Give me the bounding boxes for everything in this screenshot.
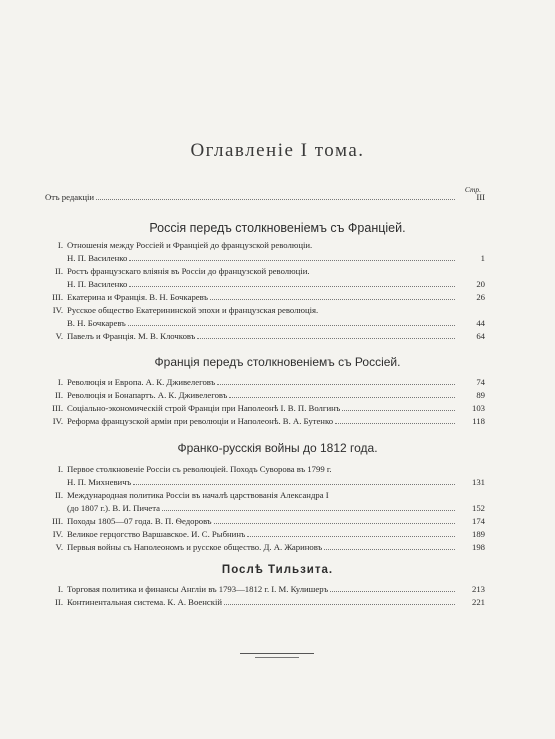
end-divider [240, 653, 314, 654]
toc-page-number: 1 [480, 253, 485, 263]
toc-entry-number: V. [55, 331, 63, 341]
toc-entry-title: Отъ редакціи [45, 192, 95, 202]
toc-page-number: 174 [471, 516, 485, 526]
toc-entry-author: В. Н. Бочкаревъ [67, 318, 126, 328]
leader-dots [229, 397, 455, 398]
leader-dots [197, 338, 455, 339]
toc-entry-number: II. [55, 390, 63, 400]
toc-entry-intro[interactable] [45, 192, 485, 203]
toc-page-number: 44 [476, 318, 485, 328]
toc-entry-number: II. [55, 266, 63, 276]
toc-entry-number: II. [55, 597, 63, 607]
toc-entry-number: IV. [52, 305, 63, 315]
toc-entry-number: II. [55, 490, 63, 500]
end-divider-short [255, 657, 299, 658]
toc-entry-title: Походы 1805—07 года. В. П. Ѳедоровъ [67, 516, 212, 526]
toc-entry[interactable] [45, 292, 485, 303]
toc-entry-continuation[interactable] [67, 253, 485, 264]
toc-entry[interactable] [45, 390, 485, 401]
page-column-label: Стр. [464, 185, 481, 194]
leader-dots [96, 199, 455, 200]
toc-entry-continuation[interactable] [67, 503, 485, 514]
toc-entry-number: III. [52, 516, 63, 526]
toc-page-number: 26 [476, 292, 485, 302]
leader-dots [128, 325, 455, 326]
toc-entry[interactable] [45, 377, 485, 388]
toc-entry-number: IV. [52, 416, 63, 426]
leader-dots [324, 549, 455, 550]
toc-page-number: 213 [471, 584, 485, 594]
page-title: Оглавленіе I тома. [190, 140, 365, 161]
toc-entry[interactable] [45, 542, 485, 553]
toc-entry-title: Первое столкновеніе Россіи съ революціей. Походъ Суворова въ 1799 г. [67, 464, 332, 474]
toc-entry-number: III. [52, 292, 63, 302]
toc-entry[interactable] [45, 305, 485, 316]
toc-entry-continuation[interactable] [67, 318, 485, 329]
toc-page-number: 198 [471, 542, 485, 552]
toc-entry-title: Континентальная система. К. А. Военскій [67, 597, 223, 607]
leader-dots [162, 510, 455, 511]
section-heading: Франко-русскія войны до 1812 года. [177, 441, 378, 455]
toc-page-number: 131 [471, 477, 485, 487]
toc-entry-author: (до 1807 г.). В. И. Пичета [67, 503, 161, 513]
toc-entry-title: Екатерина и Франція. В. Н. Бочкаревъ [67, 292, 209, 302]
toc-entry-title: Отношенія между Россіей и Франціей до французской революціи. [67, 240, 313, 250]
toc-entry[interactable] [45, 403, 485, 414]
toc-page-number: 89 [476, 390, 485, 400]
toc-entry-number: III. [52, 403, 63, 413]
toc-entry[interactable] [45, 416, 485, 427]
toc-entry[interactable] [45, 516, 485, 527]
leader-dots [129, 286, 455, 287]
toc-page-number: 103 [471, 403, 485, 413]
leader-dots [210, 299, 455, 300]
toc-page-number: 64 [476, 331, 485, 341]
toc-page-number: 152 [471, 503, 485, 513]
leader-dots [129, 260, 455, 261]
toc-entry[interactable] [45, 266, 485, 277]
leader-dots [342, 410, 455, 411]
toc-entry-continuation[interactable] [67, 279, 485, 290]
toc-entry-author: Н. П. Василенко [67, 279, 128, 289]
toc-entry-continuation[interactable] [67, 477, 485, 488]
toc-entry-title: Революція и Бонапартъ. А. К. Дживелеговъ [67, 390, 228, 400]
section-heading: Франція передъ столкновеніемъ съ Россіей. [154, 355, 401, 369]
toc-entry-author: Н. П. Василенко [67, 253, 128, 263]
toc-entry-title: Революція и Европа. А. К. Дживелеговъ [67, 377, 216, 387]
section-heading: Россія передъ столкновеніемъ съ Франціей. [149, 221, 406, 235]
toc-entry[interactable] [45, 331, 485, 342]
toc-page-number: 20 [476, 279, 485, 289]
leader-dots [224, 604, 455, 605]
toc-entry-title: Реформа французской арміи при революціи и Наполеонѣ. В. А. Бутенко [67, 416, 334, 426]
toc-entry-number: IV. [52, 529, 63, 539]
toc-entry-title: Павелъ и Франція. М. В. Клочковъ [67, 331, 196, 341]
toc-entry-title: Первыя войны съ Наполеономъ и русское общество. Д. А. Жариновъ [67, 542, 323, 552]
toc-entry[interactable] [45, 584, 485, 595]
toc-page-number: III [476, 192, 485, 202]
toc-entry-number: I. [57, 240, 63, 250]
toc-entry-title: Русское общество Екатерининской эпохи и французская революція. [67, 305, 319, 315]
toc-page-number: 189 [471, 529, 485, 539]
toc-entry-number: I. [57, 377, 63, 387]
toc-entry-number: I. [57, 464, 63, 474]
toc-entry-title: Великое герцогство Варшавское. И. С. Рыбнинъ [67, 529, 246, 539]
section-heading: Послѣ Тильзита. [221, 564, 334, 576]
toc-entry-number: V. [55, 542, 63, 552]
leader-dots [214, 523, 455, 524]
toc-entry[interactable] [45, 464, 485, 475]
toc-entry-title: Международная политика Россіи въ началѣ царствованія Александра I [67, 490, 329, 500]
toc-entry[interactable] [45, 490, 485, 501]
toc-entry-number: I. [57, 584, 63, 594]
toc-entry-author: Н. П. Михневичъ [67, 477, 132, 487]
leader-dots [133, 484, 455, 485]
leader-dots [330, 591, 455, 592]
toc-page-number: 118 [472, 416, 485, 426]
leader-dots [247, 536, 455, 537]
toc-entry-title: Ростъ французскаго вліянія въ Россіи до французской революціи. [67, 266, 310, 276]
leader-dots [335, 423, 455, 424]
toc-entry-title: Соціально-экономическій строй Франціи при Наполеонѣ I. В. П. Волгинъ [67, 403, 341, 413]
toc-entry-title: Торговая политика и финансы Англіи въ 1793—1812 г. І. М. Кулишеръ [67, 584, 329, 594]
toc-page-number: 74 [476, 377, 485, 387]
toc-entry[interactable] [45, 597, 485, 608]
toc-entry[interactable] [45, 240, 485, 251]
leader-dots [217, 384, 455, 385]
toc-entry[interactable] [45, 529, 485, 540]
toc-page-number: 221 [471, 597, 485, 607]
